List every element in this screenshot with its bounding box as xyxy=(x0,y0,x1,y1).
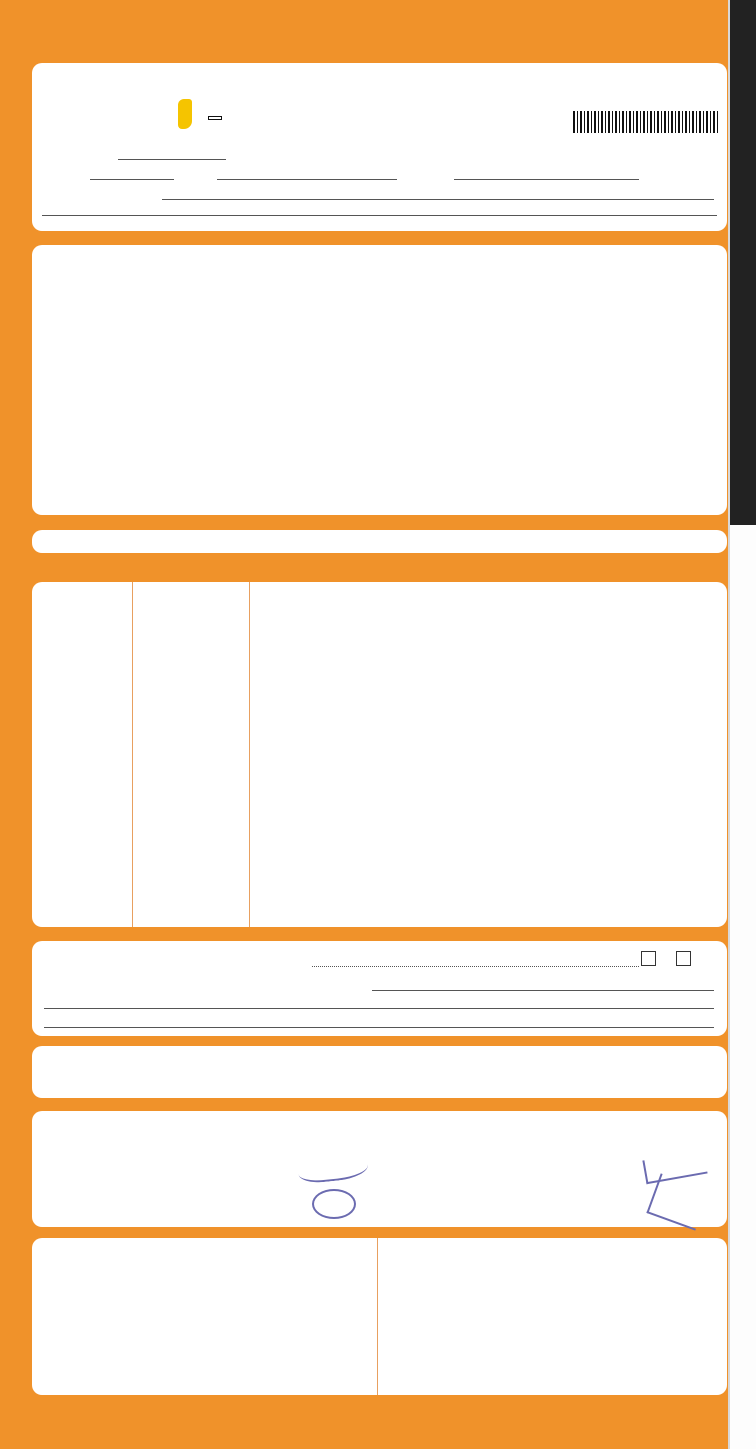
barcode xyxy=(573,111,720,133)
urna-panel xyxy=(32,530,727,553)
incidentes-panel xyxy=(32,941,727,1036)
representantes-panel xyxy=(32,1238,727,1395)
envelope-dark-edge xyxy=(730,0,756,525)
si-checkbox[interactable] xyxy=(641,951,656,966)
mesa-panel xyxy=(32,1111,727,1227)
sipre-envelope-strip xyxy=(728,0,756,1449)
no-option[interactable] xyxy=(674,950,691,966)
nuevo-leon-map-icon xyxy=(178,99,192,129)
no-checkbox[interactable] xyxy=(676,951,691,966)
presidente-firma xyxy=(297,1149,370,1184)
fundamento-panel xyxy=(32,1046,727,1098)
header-panel xyxy=(32,63,727,231)
resultados-panel xyxy=(32,582,727,927)
si-option[interactable] xyxy=(639,950,656,966)
escrutador1-firma xyxy=(312,1189,356,1219)
escrutinio-panel xyxy=(32,245,727,515)
sidebar-instruction xyxy=(6,249,34,1179)
acta-subtitle xyxy=(208,116,222,120)
